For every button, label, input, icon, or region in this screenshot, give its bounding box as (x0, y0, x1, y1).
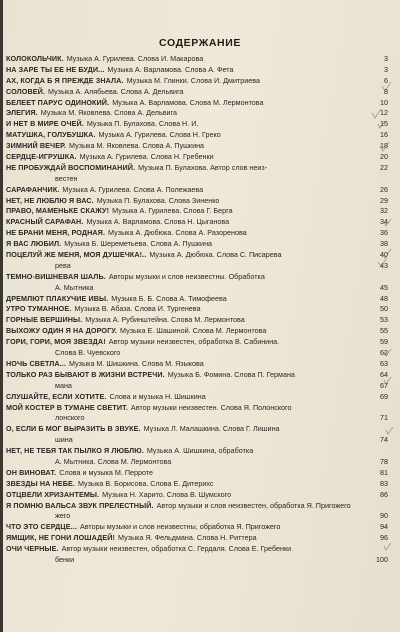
entry-page-number: 38 (380, 239, 388, 249)
entry-title: КОЛОКОЛЬЧИК. (6, 54, 64, 63)
entry-authors: жего (55, 511, 71, 521)
entry-authors: Музыка М. Яковлева. Слова А. Пушкина (69, 141, 205, 151)
entry-title: УТРО ТУМАННОЕ. (6, 304, 72, 314)
entry-authors: Музыка А. Варламова. Слова Н. Цыганова (86, 217, 230, 227)
entry-authors: Музыка А. Рубинштейна. Слова М. Лермонтова (85, 315, 245, 325)
entry-title: СОЛОВЕЙ. (6, 86, 46, 96)
entry-authors: бенки (55, 554, 75, 564)
entry-title: НЕ БРАНИ МЕНЯ, РОДНАЯ. (6, 228, 106, 238)
entry-title: МАТУШКА, ГОЛУБУШКА. (6, 130, 96, 140)
entry-authors: шина (55, 435, 73, 445)
entry-authors: Музыка А. Варламова. Слова А. Фета (107, 64, 234, 74)
entry-title: НОЧЬ СВЕТЛА... (6, 358, 67, 368)
toc-entry (6, 76, 388, 87)
toc-entry (6, 501, 388, 512)
toc-entry (6, 141, 388, 152)
entry-page-number: 12 (380, 108, 388, 118)
entry-title: Я ВАС ЛЮБИЛ. (6, 239, 62, 249)
toc-entry (6, 239, 388, 250)
entry-authors: Музыка А. Алябьева. Слова А. Дельвига (48, 86, 184, 96)
entry-page-number: 74 (380, 435, 388, 445)
toc-entry (6, 533, 388, 544)
toc-entry (6, 217, 388, 228)
toc-entry (6, 446, 388, 457)
entry-title: НЕ ПРОБУЖДАЙ ВОСПОМИНАНИЙ. (6, 162, 136, 172)
entry-authors: А. Мытника (55, 282, 94, 292)
entry-title: ПРАВО, МАМЕНЬКЕ СКАЖУ! (6, 206, 110, 216)
entry-page-number: 62 (380, 348, 388, 358)
toc-entry (6, 424, 388, 435)
entry-title: НЕТ, НЕ ТЕБЯ ТАК ПЫЛКО Я ЛЮБЛЮ. (6, 446, 144, 456)
toc-entry (6, 326, 388, 337)
entry-page-number: 29 (380, 195, 388, 205)
entry-authors: Музыка Н. Харито. Слова В. Шумского (102, 489, 232, 499)
entry-title: Я ПОМНЮ ВАЛЬСА ЗВУК ПРЕЛЕСТНЫЙ. (6, 500, 154, 510)
entry-page-number: 6 (384, 75, 388, 85)
entry-authors: Музыка Б. Б. Слова А. Тимофеева (111, 293, 227, 303)
entry-authors: Музыка А. Гурилева. Слова Н. Гребенки (79, 152, 214, 162)
toc-entry (6, 119, 388, 130)
toc-entry-continuation (6, 511, 388, 522)
entry-page-number: 20 (380, 152, 388, 162)
toc-entry (6, 163, 388, 174)
entry-title: БЕЛЕЕТ ПАРУС ОДИНОКИЙ. (6, 97, 110, 107)
toc-entry-continuation (6, 413, 388, 424)
entry-authors: Музыка Б. Фомина. Слова П. Германа (167, 369, 295, 379)
toc-entry (6, 392, 388, 403)
toc-entry (6, 294, 388, 305)
entry-page-number: 45 (380, 282, 388, 292)
entry-authors: Музыка А. Гурилева. Слова Н. Греко (98, 130, 221, 140)
entry-authors: Музыка В. Абаза. Слова И. Тургенева (74, 304, 201, 314)
entry-page-number: 16 (380, 130, 388, 140)
entry-title: ЗИМНИЙ ВЕЧЕР. (6, 141, 67, 151)
toc-entry (6, 250, 388, 261)
toc-entry (6, 359, 388, 370)
toc-entry (6, 206, 388, 217)
entry-page-number: 83 (380, 478, 388, 488)
entry-page-number: 94 (380, 522, 388, 532)
toc-entry (6, 130, 388, 141)
entry-title: ЗВЕЗДЫ НА НЕБЕ. (6, 478, 75, 488)
entry-page-number: 40 (380, 250, 388, 260)
entry-page-number: 48 (380, 293, 388, 303)
toc-entry-continuation (6, 174, 388, 185)
entry-title: МОЙ КОСТЕР В ТУМАНЕ СВЕТИТ. (6, 402, 128, 412)
entry-page-number: 90 (380, 511, 388, 521)
entry-authors: Слова и музыка М. Перроте (59, 467, 154, 477)
entry-page-number: 36 (380, 228, 388, 238)
entry-page-number: 15 (380, 119, 388, 129)
entry-page-number: 78 (380, 456, 388, 466)
entry-title: И НЕТ В МИРЕ ОЧЕЙ. (6, 119, 84, 129)
toc-entry-continuation (6, 435, 388, 446)
toc-entry (6, 337, 388, 348)
entry-authors: Музыка М. Яковлева. Слова А. Дельвига (40, 108, 178, 118)
entry-authors: А. Мытника. Слова М. Лермонтова (55, 456, 172, 466)
entry-page-number: 10 (380, 97, 388, 107)
entry-title: САРАФАНЧИК. (6, 184, 60, 194)
entry-authors: Автор музыки неизвестен, обработка С. Гердаля. Слова Е. Гребенки (61, 544, 292, 554)
entry-page-number: 22 (380, 162, 388, 172)
entry-title: СЕРДЦЕ-ИГРУШКА. (6, 152, 77, 162)
toc-entry (6, 490, 388, 501)
entry-page-number: 96 (380, 533, 388, 543)
entry-authors: Музыка Б. Шереметьева. Слова А. Пушкина (64, 239, 213, 249)
entry-authors: Слова и музыка Н. Шишкина (109, 391, 206, 401)
toc-entry (6, 108, 388, 119)
entry-authors: мана (55, 380, 72, 390)
toc-entry-continuation (6, 381, 388, 392)
entry-page-number: 26 (380, 184, 388, 194)
entry-authors: вестен (55, 173, 78, 183)
entry-authors: лонского (55, 413, 85, 423)
entry-title: НА ЗАРЕ ТЫ ЕЕ НЕ БУДИ... (6, 64, 105, 74)
entry-authors: Музыка М. Глинки. Слова И. Дмитриева (126, 75, 260, 85)
entry-authors: Авторы музыки и слов неизвестны. Обработка (108, 271, 265, 281)
entry-page-number: 3 (384, 64, 388, 74)
toc-entry (6, 522, 388, 533)
toc-entry (6, 479, 388, 490)
entry-page-number: 34 (380, 217, 388, 227)
entry-page-number: 3 (384, 54, 388, 63)
toc-entry (6, 152, 388, 163)
toc-entry-continuation (6, 348, 388, 359)
entry-authors: Музыка Е. Шашиной. Слова М. Лермонтова (120, 326, 267, 336)
entry-page-number: 53 (380, 315, 388, 325)
entry-page-number: 67 (380, 380, 388, 390)
entry-title: ОЧИ ЧЕРНЫЕ. (6, 544, 59, 554)
entry-authors: Автор музыки и слов неизвестен, обработка Я. Пригожего (156, 500, 351, 510)
entry-title: ГОРИ, ГОРИ, МОЯ ЗВЕЗДА! (6, 337, 106, 347)
entry-authors: рева (55, 260, 71, 270)
entry-title: ТОЛЬКО РАЗ БЫВАЮТ В ЖИЗНИ ВСТРЕЧИ. (6, 369, 165, 379)
toc-entry (6, 185, 388, 196)
entry-title: ДРЕМЛЮТ ПЛАКУЧИЕ ИВЫ. (6, 293, 109, 303)
toc-entry-continuation (6, 457, 388, 468)
entry-authors: Музыка Л. Малашкина. Слова Г. Лишина (143, 424, 280, 434)
entry-authors: Музыка В. Борисова. Слова Е. Дитерихс (77, 478, 214, 488)
entry-authors: Музыка П. Булахова. Слова Зиненко (96, 195, 220, 205)
entry-title: ЯМЩИК, НЕ ГОНИ ЛОШАДЕЙ! (6, 533, 116, 543)
entry-authors: Музыка А. Гурилева. Слова И. Макарова (66, 54, 204, 63)
entry-page-number: 43 (380, 260, 388, 270)
toc-entry-continuation (6, 555, 388, 566)
entry-title: ТЕМНО-ВИШНЕВАЯ ШАЛЬ. (6, 271, 106, 281)
table-of-contents (6, 54, 388, 566)
entry-authors: Музыка М. Шишкина. Слова М. Языкова (69, 358, 204, 368)
entry-page-number: 64 (380, 369, 388, 379)
entry-authors: Музыка П. Булахова. Слова Н. И. (86, 119, 199, 129)
toc-entry (6, 544, 388, 555)
toc-entry (6, 65, 388, 76)
entry-page-number: 86 (380, 489, 388, 499)
toc-entry (6, 196, 388, 207)
entry-title: АХ, КОГДА Б Я ПРЕЖДЕ ЗНАЛА. (6, 75, 124, 85)
entry-authors: Автор музыки неизвестен, обработка В. Сабинина. (108, 337, 280, 347)
entry-title: ОН ВИНОВАТ. (6, 467, 57, 477)
toc-entry-continuation (6, 261, 388, 272)
toc-entry (6, 98, 388, 109)
entry-page-number: 50 (380, 304, 388, 314)
entry-authors: Слова В. Чуевского (55, 348, 121, 358)
entry-page-number: 32 (380, 206, 388, 216)
entry-title: ЭЛЕГИЯ. (6, 108, 38, 118)
entry-authors: Музыка А. Гурилева. Слова А. Полежаева (62, 184, 204, 194)
entry-authors: Музыка А. Шишкина, обработка (146, 446, 254, 456)
toc-entry-continuation (6, 283, 388, 294)
toc-entry (6, 87, 388, 98)
page-title: СОДЕРЖАНИЕ (159, 37, 241, 49)
entry-page-number: 55 (380, 326, 388, 336)
entry-authors: Автор музыки неизвестен. Слова Я. Полонского (130, 402, 292, 412)
entry-page-number: 81 (380, 467, 388, 477)
entry-title: О, ЕСЛИ Б МОГ ВЫРАЗИТЬ В ЗВУКЕ. (6, 424, 141, 434)
entry-page-number: 63 (380, 358, 388, 368)
entry-page-number: 59 (380, 337, 388, 347)
entry-authors: Музыка П. Булахова. Автор слов неиз- (138, 162, 268, 172)
toc-entry (6, 54, 388, 65)
binding-edge (0, 0, 3, 632)
toc-entry (6, 370, 388, 381)
entry-title: ОТЦВЕЛИ ХРИЗАНТЕМЫ. (6, 489, 100, 499)
entry-title: ВЫХОЖУ ОДИН Я НА ДОРОГУ. (6, 326, 118, 336)
entry-authors: Музыка А. Дюбюка. Слова А. Разоренова (108, 228, 247, 238)
toc-entry (6, 272, 388, 283)
toc-entry (6, 304, 388, 315)
entry-page-number: 8 (384, 86, 388, 96)
entry-authors: Музыка Я. Фельдмана. Слова Н. Риттера (118, 533, 257, 543)
toc-entry (6, 403, 388, 414)
entry-authors: Музыка А. Варламова. Слова М. Лермонтова (112, 97, 264, 107)
entry-title: ГОРНЫЕ ВЕРШИНЫ. (6, 315, 83, 325)
toc-entry (6, 468, 388, 479)
entry-page-number: 71 (380, 413, 388, 423)
entry-authors: Авторы музыки и слов неизвестны, обработка Я. Пригожего (79, 522, 281, 532)
entry-authors: Музыка А. Гурилева. Слова Г. Берга (112, 206, 233, 216)
entry-title: КРАСНЫЙ САРАФАН. (6, 217, 84, 227)
entry-authors: Музыка А. Дюбюка. Слова С. Писарева (149, 250, 282, 260)
toc-entry (6, 228, 388, 239)
entry-page-number: 18 (380, 141, 388, 151)
entry-title: ЧТО ЭТО СЕРДЦЕ... (6, 522, 77, 532)
entry-page-number: 69 (380, 391, 388, 401)
entry-title: ПОЦЕЛУЙ ЖЕ МЕНЯ, МОЯ ДУШЕЧКА!.. (6, 250, 147, 260)
entry-title: СЛУШАЙТЕ, ЕСЛИ ХОТИТЕ. (6, 391, 107, 401)
entry-title: НЕТ, НЕ ЛЮБЛЮ Я ВАС. (6, 195, 94, 205)
toc-entry (6, 315, 388, 326)
entry-page-number: 100 (376, 554, 388, 564)
